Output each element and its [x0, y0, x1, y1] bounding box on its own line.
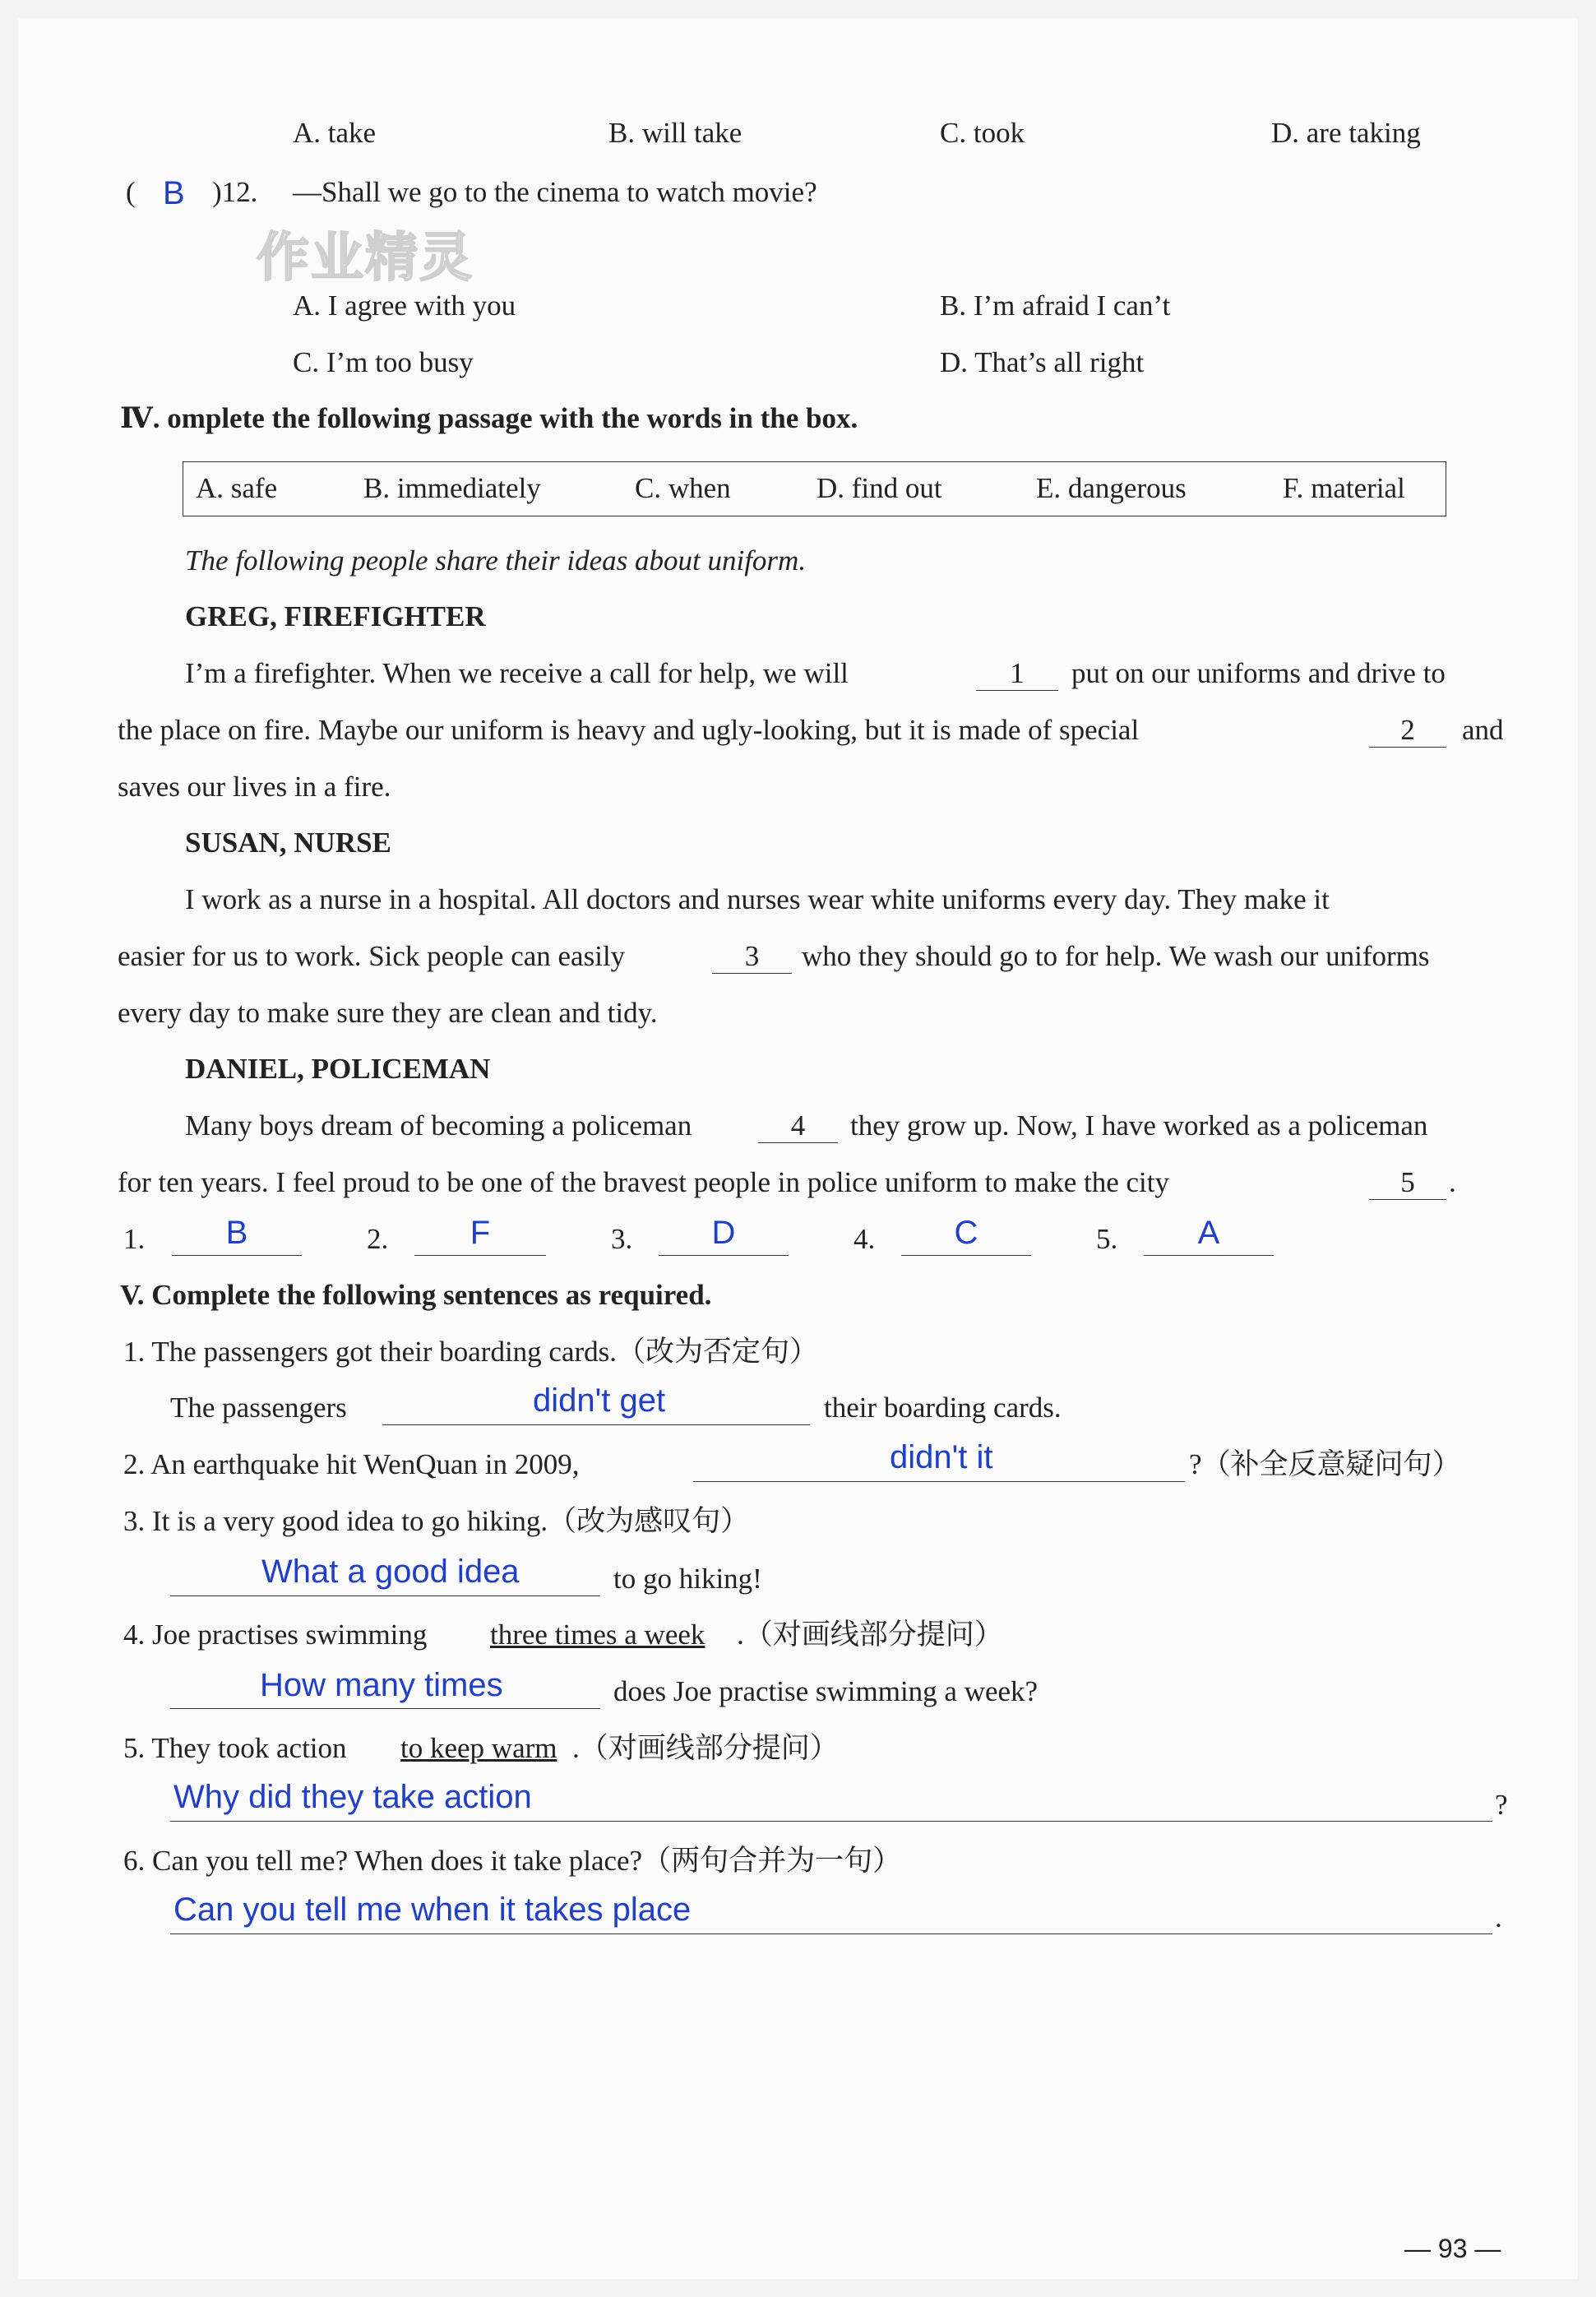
answer-5-number: 5.: [1096, 1223, 1118, 1255]
s2-prefix: 2. An earthquake hit WenQuan in 2009,: [123, 1448, 580, 1480]
s5-underlined-phrase: to keep warm: [400, 1732, 557, 1764]
susan-line2a: easier for us to work. Sick people can easily: [118, 940, 626, 972]
s3-answer-line: [170, 1595, 600, 1596]
q12-number: )12.: [212, 176, 258, 208]
greg-heading: GREG, FIREFIGHTER: [185, 600, 486, 632]
section5-heading: V. Complete the following sentences as required.: [120, 1279, 712, 1311]
blank-1-number: 1: [1010, 657, 1025, 689]
answer-1: B: [225, 1215, 248, 1251]
s3-suffix: to go hiking!: [613, 1563, 762, 1595]
greg-line2a: the place on fire. Maybe our uniform is heavy and ugly-looking, but it is made of special: [118, 714, 1140, 746]
answer-5: A: [1197, 1215, 1220, 1251]
watermark-logo: 作业精灵: [257, 228, 474, 289]
s1-question: 1. The passengers got their boarding cards.（改为否定句）: [123, 1336, 819, 1368]
s4-underlined-phrase: three times a week: [490, 1619, 705, 1651]
word-box-item: A. safe: [196, 472, 278, 504]
passage-intro: The following people share their ideas about uniform.: [185, 544, 807, 577]
s5-end: ?: [1495, 1789, 1508, 1821]
s1-answer-line: [382, 1424, 810, 1425]
word-box-item: D. find out: [817, 472, 942, 504]
answer-3-number: 3.: [611, 1223, 633, 1255]
s3-answer: What a good idea: [261, 1554, 520, 1590]
blank-4-number: 4: [790, 1109, 806, 1142]
s4-instruction: .（对画线部分提问）: [737, 1619, 1003, 1651]
s1-prefix: The passengers: [170, 1392, 347, 1424]
answer-1-number: 1.: [123, 1223, 146, 1255]
s2-suffix: ?（补全反意疑问句）: [1189, 1448, 1461, 1480]
s6-end: .: [1495, 1901, 1502, 1933]
greg-line2b: and: [1462, 714, 1504, 746]
q12-paren-open: (: [126, 176, 136, 208]
answer-3-line: [659, 1255, 789, 1256]
s5-answer-line: [170, 1821, 1492, 1822]
q12-answer: B: [163, 175, 185, 211]
word-box-item: F. material: [1283, 472, 1405, 504]
word-box-item: B. immediately: [363, 472, 541, 504]
q12-option-b: B. I’m afraid I can’t: [940, 289, 1171, 322]
answer-2: F: [470, 1215, 491, 1251]
s5-prefix: 5. They took action: [123, 1732, 347, 1764]
answer-2-number: 2.: [367, 1223, 389, 1255]
q12-option-d: D. That’s all right: [940, 346, 1145, 378]
q12-option-a: A. I agree with you: [293, 289, 516, 322]
s4-answer: How many times: [260, 1667, 503, 1703]
susan-line3: every day to make sure they are clean and tidy.: [118, 997, 658, 1029]
page-number: — 93 —: [1404, 2234, 1501, 2263]
section4-heading: Ⅳ. omplete the following passage with the words in the box.: [120, 402, 858, 434]
s4-suffix: does Joe practise swimming a week?: [613, 1675, 1039, 1707]
s5-answer: Why did they take action: [173, 1779, 532, 1815]
blank-3-number: 3: [744, 940, 760, 972]
daniel-line1a: Many boys dream of becoming a policeman: [185, 1109, 692, 1142]
worksheet-page: [18, 18, 1578, 2279]
answer-5-line: [1144, 1255, 1274, 1256]
s2-answer: didn't it: [890, 1439, 993, 1475]
greg-line1a: I’m a firefighter. When we receive a call for help, we will: [185, 657, 849, 689]
answer-1-line: [172, 1255, 302, 1256]
susan-line2b: who they should go to for help. We wash our uniforms: [802, 940, 1430, 972]
greg-line1b: put on our uniforms and drive to: [1071, 657, 1446, 689]
answer-2-line: [414, 1255, 546, 1256]
s1-answer: didn't get: [533, 1382, 666, 1419]
s6-question: 6. Can you tell me? When does it take place?（两句合并为一句）: [123, 1845, 902, 1877]
q11-option-c: C. took: [940, 117, 1025, 149]
word-box-item: E. dangerous: [1036, 472, 1187, 504]
answer-4: C: [954, 1215, 978, 1251]
susan-heading: SUSAN, NURSE: [185, 827, 391, 859]
greg-line3: saves our lives in a fire.: [118, 771, 391, 803]
blank-5-number: 5: [1400, 1166, 1415, 1198]
q11-option-a: A. take: [293, 117, 377, 149]
blank-2-number: 2: [1400, 714, 1415, 746]
s1-suffix: their boarding cards.: [824, 1392, 1062, 1424]
s3-question: 3. It is a very good idea to go hiking.（改为感叹句）: [123, 1505, 750, 1537]
q12-question: —Shall we go to the cinema to watch movie?: [293, 176, 817, 208]
daniel-line2a: for ten years. I feel proud to be one of the bravest people in police uniform to make the city: [118, 1166, 1170, 1198]
q12-option-c: C. I’m too busy: [293, 346, 474, 378]
answer-4-line: [901, 1255, 1031, 1256]
s4-prefix: 4. Joe practises swimming: [123, 1619, 428, 1651]
s6-answer: Can you tell me when it takes place: [173, 1892, 692, 1928]
susan-line1: I work as a nurse in a hospital. All doctors and nurses wear white uniforms every day. They make it: [185, 883, 1330, 915]
s2-answer-line: [693, 1481, 1185, 1482]
q11-option-b: B. will take: [608, 117, 742, 149]
q11-option-d: D. are taking: [1271, 117, 1421, 149]
word-box-item: C. when: [635, 472, 731, 504]
daniel-heading: DANIEL, POLICEMAN: [185, 1053, 491, 1085]
daniel-line2b: .: [1449, 1166, 1456, 1198]
answer-4-number: 4.: [854, 1223, 876, 1255]
s4-answer-line: [170, 1708, 600, 1709]
answer-3: D: [711, 1215, 736, 1251]
s6-answer-line: [170, 1933, 1492, 1934]
s5-instruction: .（对画线部分提问）: [572, 1732, 839, 1764]
daniel-line1b: they grow up. Now, I have worked as a policeman: [850, 1109, 1428, 1142]
